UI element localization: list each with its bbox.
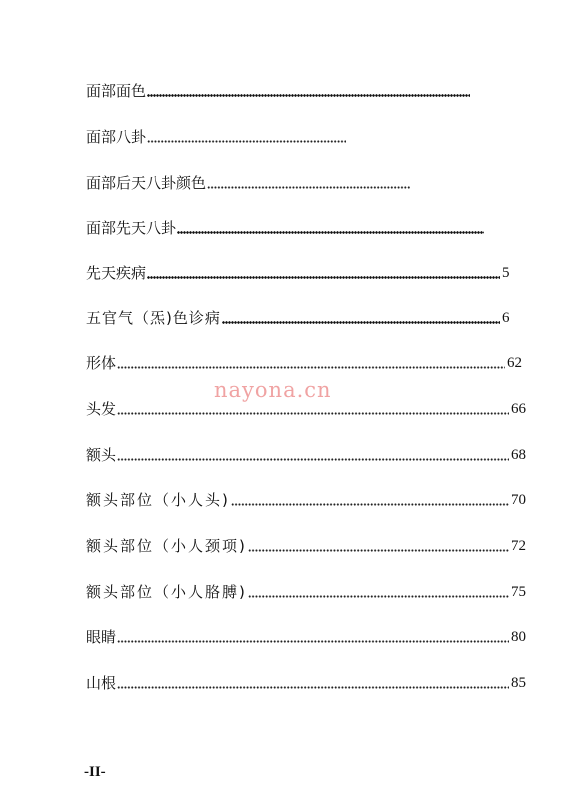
toc-entry-page: 5 — [502, 265, 510, 281]
toc-entry-title: 额头部位（小人头) — [86, 491, 230, 509]
toc-entry — [86, 533, 526, 555]
toc-entry-title: 形体 — [86, 354, 117, 372]
page-number-footer: -II- — [84, 764, 106, 780]
toc-entry — [86, 215, 500, 237]
watermark: nayona.cn — [214, 378, 332, 402]
toc-leader-dots — [147, 276, 500, 279]
toc-entry — [86, 124, 362, 146]
toc-leader-dots — [147, 140, 346, 143]
toc-entry-title: 面部面色 — [86, 82, 147, 100]
toc-leader-dots — [222, 321, 500, 324]
toc-entry-title: 额头 — [86, 446, 117, 464]
toc-entry-page: 75 — [511, 584, 526, 600]
toc-entry-page: 85 — [511, 675, 526, 691]
toc-entry — [86, 487, 526, 509]
toc-leader-dots — [117, 412, 509, 415]
toc-entry — [86, 624, 526, 646]
toc-entry-title: 额头部位（小人胳膊) — [86, 583, 247, 601]
toc-entry-page: 66 — [511, 401, 526, 417]
toc-entry-page: 70 — [511, 492, 526, 508]
toc-entry-title: 面部八卦 — [86, 128, 147, 146]
toc-leader-dots — [117, 366, 505, 369]
toc-leader-dots — [207, 186, 410, 189]
toc-leader-dots — [117, 458, 509, 461]
toc-entry — [86, 260, 516, 282]
toc-entry-page: 6 — [502, 310, 510, 326]
toc-entry — [86, 442, 526, 464]
toc-entry — [86, 350, 522, 372]
toc-leader-dots — [117, 686, 509, 689]
toc-leader-dots — [248, 549, 509, 552]
toc-entry-page: 72 — [511, 538, 526, 554]
toc-entry-title: 山根 — [86, 674, 117, 692]
toc-entry — [86, 670, 526, 692]
toc-entry-title: 额头部位（小人颈项) — [86, 537, 247, 555]
toc-leader-dots — [177, 231, 484, 234]
toc-entry-title: 眼睛 — [86, 628, 117, 646]
toc-leader-dots — [231, 503, 509, 506]
toc-entry-title: 五官气（炁)色诊病 — [86, 309, 221, 327]
toc-entry — [86, 170, 426, 192]
toc-leader-dots — [147, 94, 470, 97]
toc-entry-title: 面部先天八卦 — [86, 219, 177, 237]
toc-entry-title: 头发 — [86, 400, 117, 418]
toc-entry-page: 68 — [511, 447, 526, 463]
toc-entry — [86, 579, 526, 601]
toc-entry-page: 62 — [507, 355, 522, 371]
toc-leader-dots — [117, 640, 509, 643]
toc-entry — [86, 305, 516, 327]
toc-entry-page: 80 — [511, 629, 526, 645]
toc-leader-dots — [248, 595, 509, 598]
toc-entry — [86, 78, 486, 100]
toc-entry-title: 面部后天八卦颜色 — [86, 174, 207, 192]
toc-entry-title: 先天疾病 — [86, 264, 147, 282]
